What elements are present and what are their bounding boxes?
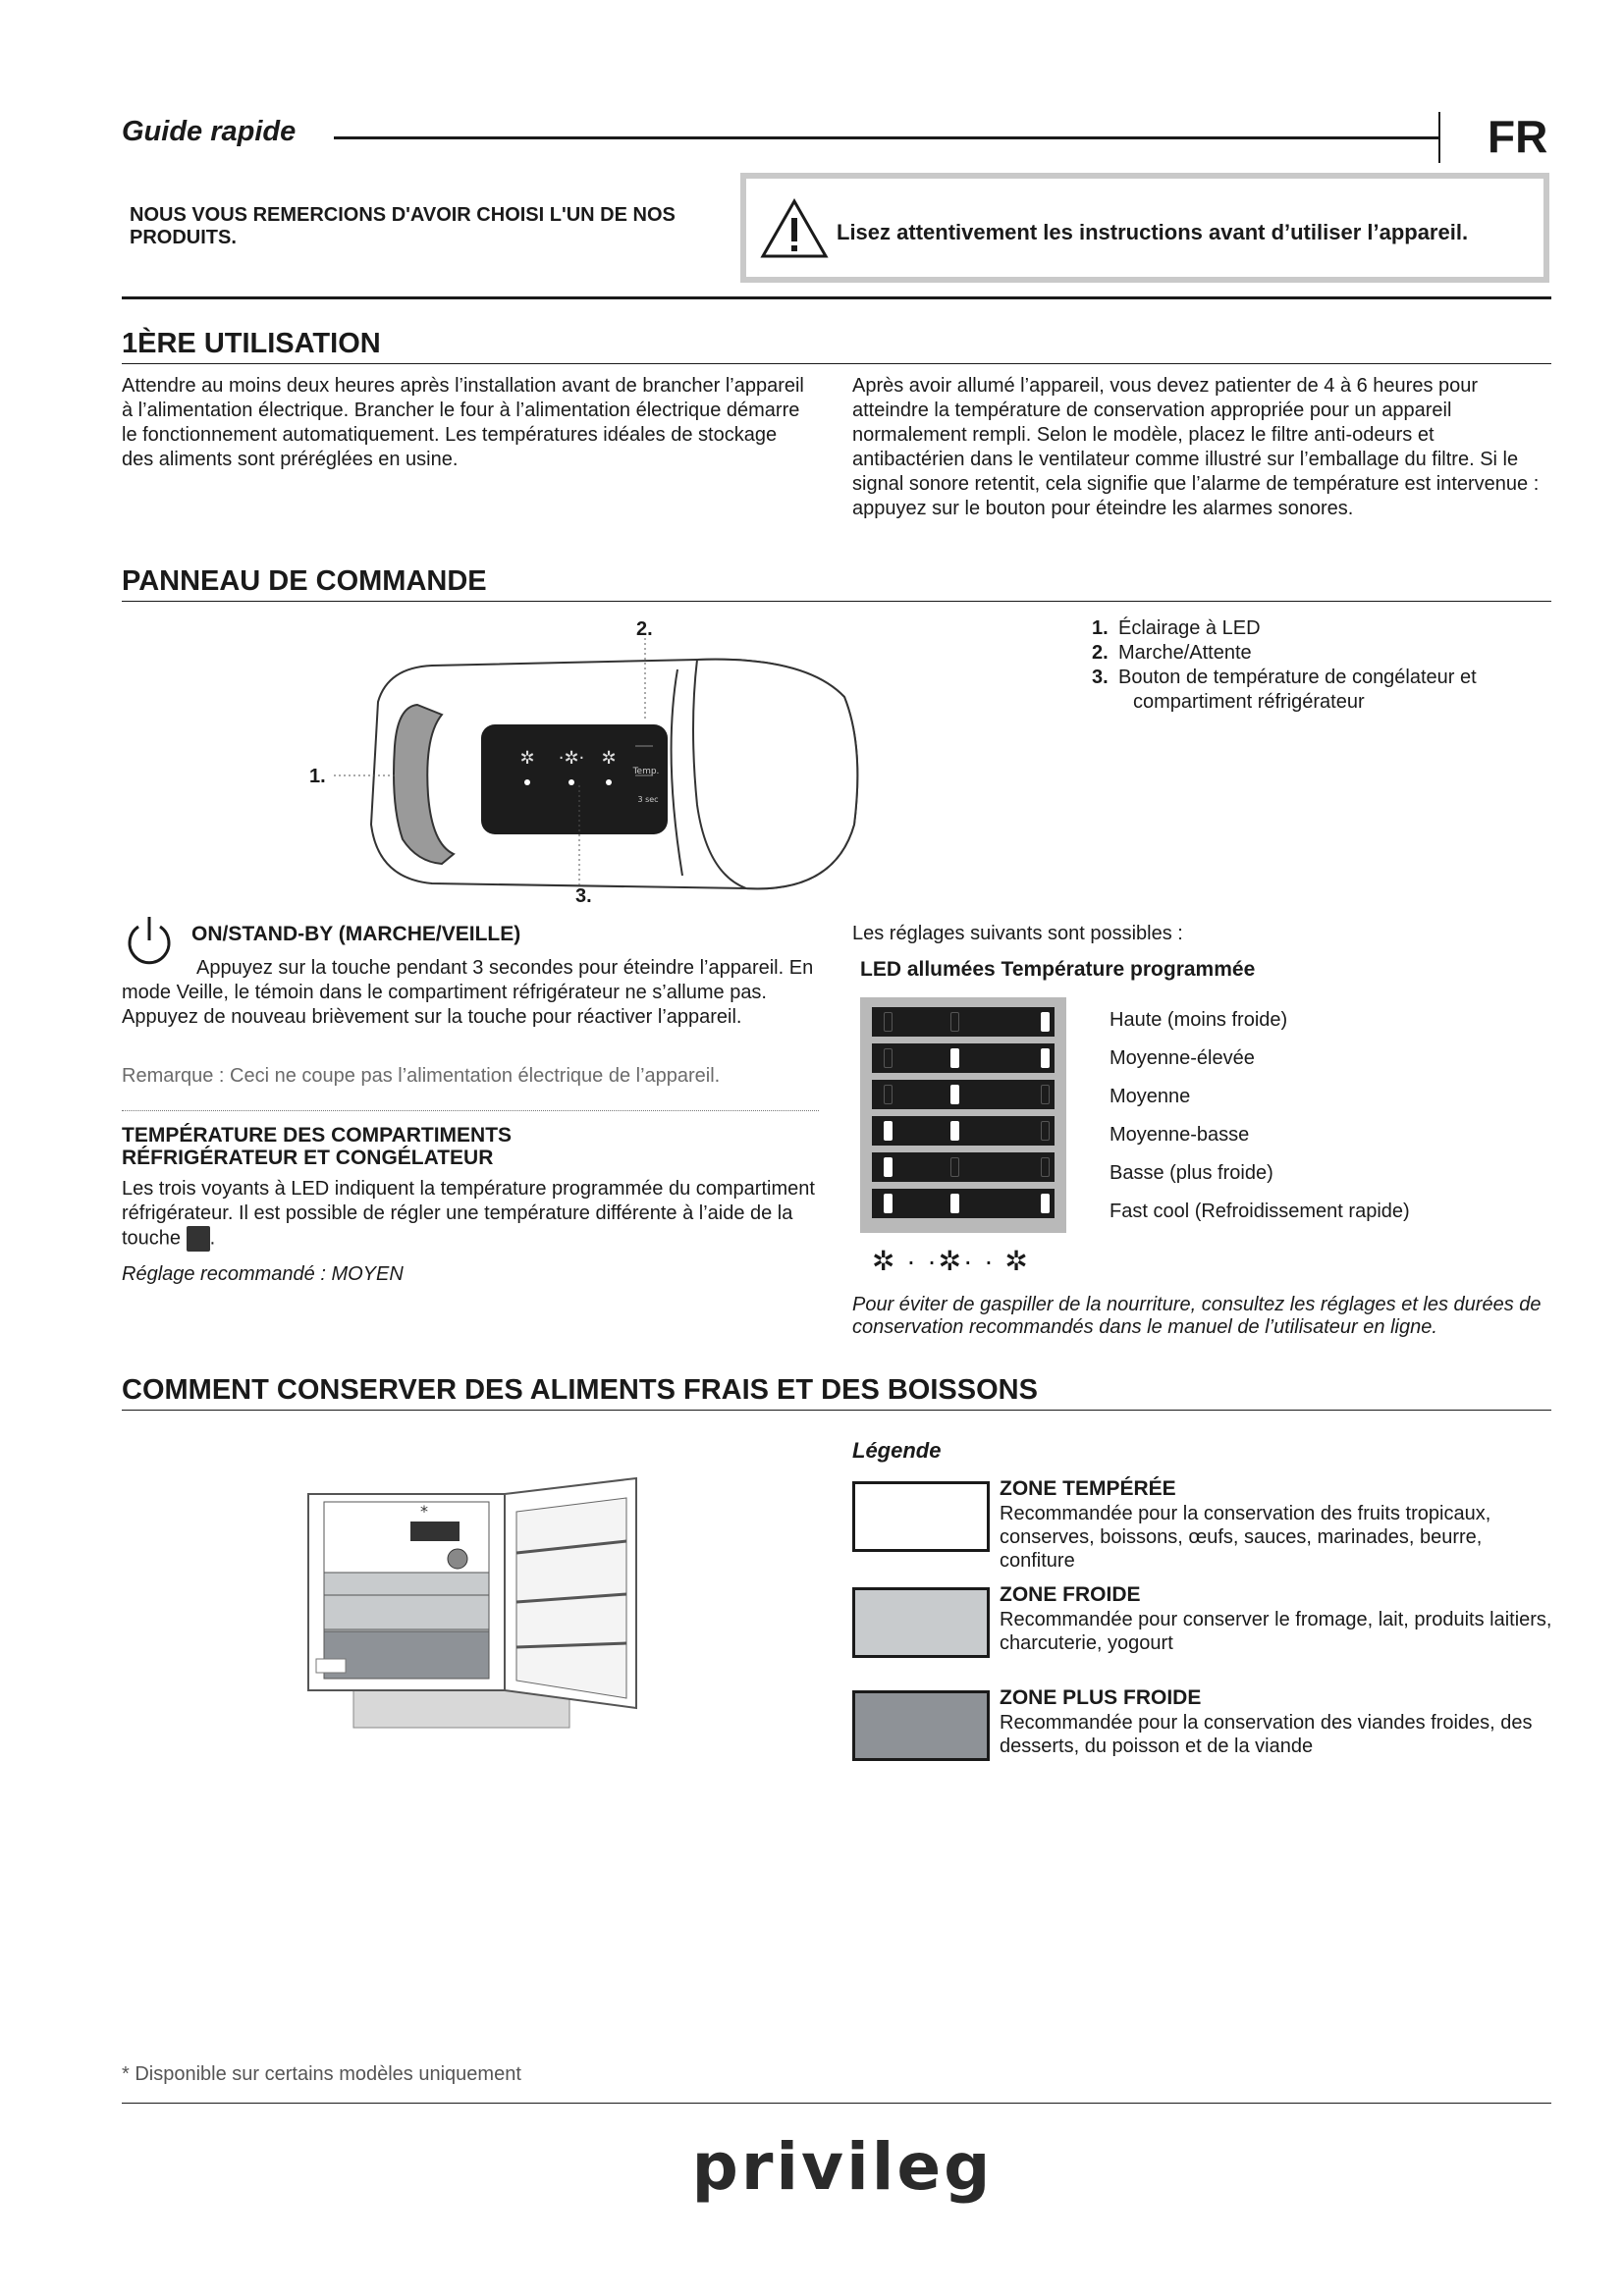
brand-logo <box>656 2130 1029 2218</box>
legend-item-temp-button: 3. Bouton de température de congélateur et <box>1092 667 1477 688</box>
zone-title: ZONE TEMPÉRÉE <box>1000 1477 1176 1500</box>
legend-title: Légende <box>852 1438 942 1463</box>
level-label: Basse (plus froide) <box>1110 1162 1273 1184</box>
led-row <box>872 1080 1055 1109</box>
temp-key-icon <box>187 1226 210 1252</box>
heading-rule <box>122 1410 1551 1411</box>
led-settings-table <box>860 997 1066 1233</box>
led-on-indicator <box>950 1121 959 1141</box>
zone-swatch <box>852 1690 990 1761</box>
language-code: FR <box>1488 111 1548 162</box>
onstandby-text: Appuyez sur la touche pendant 3 secondes pour éteindre l’appareil. En mode Veille, le témoin dans le compartiment réfrigérateur ne s’allume pas. Appuyez de nouveau brièvement sur la touche pour réactiver l’appareil. <box>122 957 814 1028</box>
header-rule <box>334 136 1438 139</box>
led-off-indicator <box>1041 1121 1050 1141</box>
zone-title: ZONE FROIDE <box>1000 1583 1141 1606</box>
footnote: * Disponible sur certains modèles uniquement <box>122 2063 521 2085</box>
section-rule <box>122 296 1551 299</box>
level-label: Moyenne-basse <box>1110 1124 1250 1146</box>
snowflake-icons: ✲ · ·✲· · ✲ <box>872 1246 1030 1276</box>
panel-temp-label: Temp. <box>632 767 660 776</box>
led-on-indicator <box>884 1121 893 1141</box>
svg-text:✲: ✲ <box>601 748 617 769</box>
zone-swatch <box>852 1587 990 1658</box>
led-on-indicator <box>950 1048 959 1068</box>
svg-text:✲: ✲ <box>519 748 535 769</box>
warning-icon <box>760 198 829 259</box>
svg-text:*: * <box>420 1502 428 1521</box>
led-on-indicator <box>1041 1012 1050 1032</box>
control-panel-legend <box>1092 616 1477 715</box>
first-use-right-text: Après avoir allumé l’appareil, vous devez patienter de 4 à 6 heures pour atteindre la température de conservation appropriée pour un appareil normalement rempli. Selon le modèle, placez le filtre anti-odeurs et antibactérien dans le ventilateur comme illustré sur l’emballage du filtre. Si le signal sonore retentit, cela signifie que l’alarme de température est intervenue : appuyez sur le bouton pour éteindre les alarmes sonores. <box>852 375 1540 519</box>
settings-tip: Pour éviter de gaspiller de la nourriture, consultez les réglages et les durées de conservation recommandés dans le manuel de l’utilisateur en ligne. <box>852 1294 1542 1338</box>
led-off-indicator <box>1041 1085 1050 1104</box>
compartment-temp-title: TEMPÉRATURE DES COMPARTIMENTS RÉFRIGÉRATEUR ET CONGÉLATEUR <box>122 1124 513 1169</box>
led-row <box>872 1116 1055 1146</box>
callout-3: 3. <box>575 885 592 907</box>
led-off-indicator <box>950 1012 959 1032</box>
compartment-temp-text: Les trois voyants à LED indiquent la température programmée du compartiment réfrigérateur. Il est possible de régler une température différente à l’aide de la touche . <box>122 1177 829 1252</box>
led-off-indicator <box>1041 1157 1050 1177</box>
level-label: Moyenne <box>1110 1086 1191 1107</box>
svg-text:privileg: privileg <box>691 2130 994 2205</box>
control-panel-heading: PANNEAU DE COMMANDE <box>122 565 487 597</box>
onstandby-title: ON/STAND-BY (MARCHE/VEILLE) <box>191 923 521 945</box>
storage-heading: COMMENT CONSERVER DES ALIMENTS FRAIS ET DES BOISSONS <box>122 1374 1038 1406</box>
settings-intro: Les réglages suivants sont possibles : <box>852 923 1183 944</box>
led-on-indicator <box>1041 1194 1050 1213</box>
led-row <box>872 1189 1055 1218</box>
dotted-separator <box>122 1110 819 1111</box>
heading-rule <box>122 363 1551 364</box>
zone-description: Recommandée pour conserver le fromage, lait, produits laitiers, charcuterie, yogourt <box>1000 1609 1552 1654</box>
fridge-illustration <box>302 1472 666 1747</box>
level-label: Haute (moins froide) <box>1110 1009 1288 1031</box>
led-row <box>872 1043 1055 1073</box>
first-use-heading: 1ÈRE UTILISATION <box>122 328 381 359</box>
led-off-indicator <box>884 1048 893 1068</box>
thanks-message: NOUS VOUS REMERCIONS D'AVOIR CHOISI L'UN DE NOS PRODUITS. <box>130 204 676 248</box>
led-on-indicator <box>1041 1048 1050 1068</box>
warning-text: Lisez attentivement les instructions avant d’utiliser l’appareil. <box>837 220 1469 244</box>
callout-1: 1. <box>309 766 326 787</box>
guide-title: Guide rapide <box>122 116 297 147</box>
level-label: Fast cool (Refroidissement rapide) <box>1110 1201 1410 1222</box>
level-labels <box>1110 1005 1410 1235</box>
legend-item-standby: 2. Marche/Attente <box>1092 642 1252 664</box>
footer-rule <box>122 2103 1551 2104</box>
heading-rule <box>122 601 1551 602</box>
svg-text:·✲·: ·✲· <box>558 748 585 769</box>
led-off-indicator <box>884 1085 893 1104</box>
led-table-header: LED allumées Température programmée <box>860 958 1256 981</box>
led-on-indicator <box>950 1194 959 1213</box>
led-row <box>872 1152 1055 1182</box>
panel-sec-label: 3 sec <box>637 795 659 804</box>
level-label: Moyenne-élevée <box>1110 1047 1255 1069</box>
legend-item-temp-button-cont: compartiment réfrigérateur <box>1133 691 1365 713</box>
led-off-indicator <box>950 1157 959 1177</box>
onstandby-remark: Remarque : Ceci ne coupe pas l’alimentation électrique de l’appareil. <box>122 1065 721 1087</box>
zone-swatch <box>852 1481 990 1552</box>
zone-title: ZONE PLUS FROIDE <box>1000 1686 1202 1709</box>
led-on-indicator <box>950 1085 959 1104</box>
led-on-indicator <box>884 1157 893 1177</box>
zone-description: Recommandée pour la conservation des viandes froides, des desserts, du poisson et de la viande <box>1000 1712 1533 1757</box>
legend-item-led: 1. Éclairage à LED <box>1092 617 1261 639</box>
zone-description: Recommandée pour la conservation des fruits tropicaux, conserves, boissons, œufs, sauces, marinades, beurre, confiture <box>1000 1503 1491 1572</box>
led-row <box>872 1007 1055 1037</box>
led-off-indicator <box>884 1012 893 1032</box>
first-use-left-text: Attendre au moins deux heures après l’installation avant de brancher l’appareil à l’alimentation électrique. Brancher le four à l’alimentation électrique démarre le fonctionnement automatiquement. Les températures idéales de stockage des aliments sont préréglées en usine. <box>122 375 804 470</box>
warning-box <box>740 173 1549 283</box>
header-divider <box>1438 112 1440 163</box>
callout-2: 2. <box>636 618 653 640</box>
control-panel-illustration <box>285 609 874 933</box>
led-on-indicator <box>884 1194 893 1213</box>
recommended-setting: Réglage recommandé : MOYEN <box>122 1263 404 1285</box>
